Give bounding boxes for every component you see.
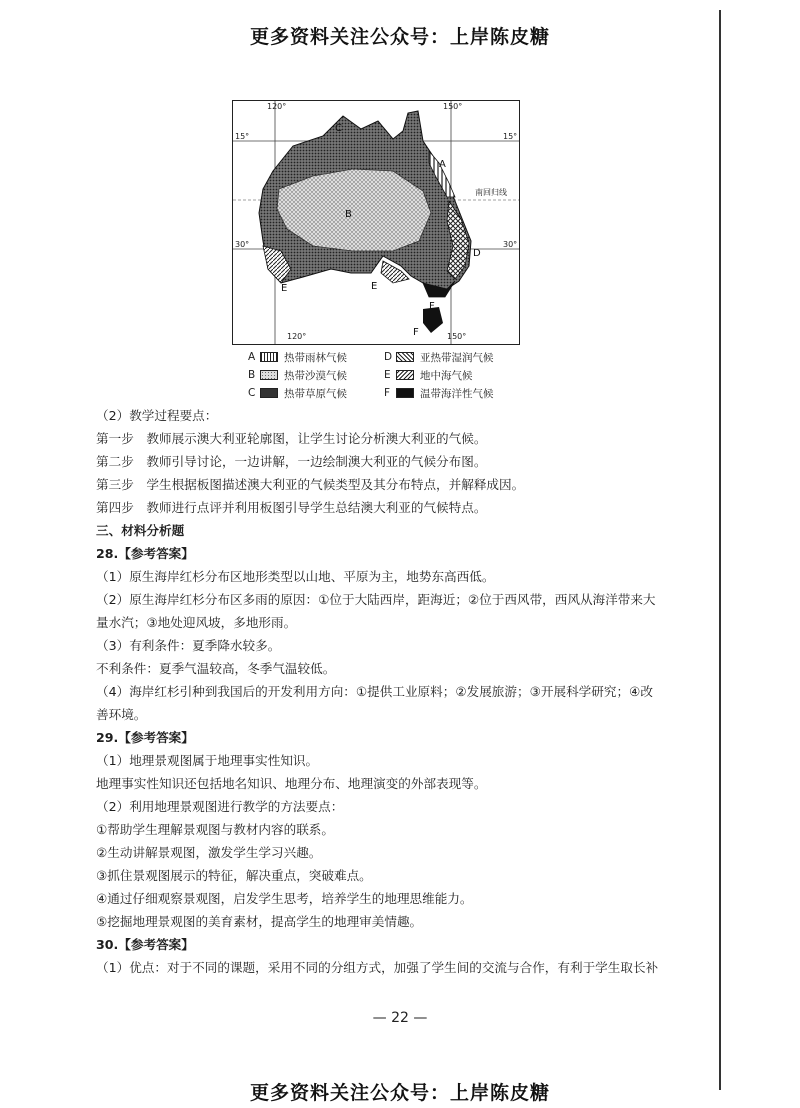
australia-climate-map — [232, 100, 520, 345]
legend-label: 温带海洋性气候 — [420, 387, 494, 400]
legend-letter: C — [248, 387, 256, 399]
lat-right-15: 15° — [503, 132, 518, 141]
section-heading: 三、材料分析题 — [96, 523, 185, 538]
label-d: D — [473, 248, 481, 259]
legend-letter: E — [384, 369, 391, 381]
text-line: 第二步 教师引导讨论，一边讲解，一边绘制澳大利亚的气候分布图。 — [96, 454, 487, 469]
legend-item-a — [248, 350, 384, 365]
label-b: B — [345, 209, 352, 220]
swatch-desert — [260, 370, 278, 380]
scan-edge-line — [719, 10, 721, 1090]
legend-letter: F — [384, 387, 391, 399]
text-line: （1）优点：对于不同的课题，采用不同的分组方式，加强了学生间的交流与合作，有利于学生取长补 — [96, 960, 659, 975]
legend-item-c — [248, 386, 384, 401]
legend-item-f — [384, 386, 520, 401]
legend-letter: A — [248, 351, 256, 363]
legend-row — [248, 366, 528, 384]
swatch-subtropical — [396, 352, 414, 362]
text-line: 不利条件：夏季气温较高，冬季气温较低。 — [96, 661, 336, 676]
label-e-sw: E — [281, 283, 288, 294]
text-line: （2）原生海岸红杉分布区多雨的原因：①位于大陆西岸，距海近；②位于西风带，西风从海洋带来大 — [96, 592, 656, 607]
text-line: （1）地理景观图属于地理事实性知识。 — [96, 753, 319, 768]
legend-letter: B — [248, 369, 256, 381]
legend-row — [248, 348, 528, 366]
page-number: — 22 — — [372, 1010, 428, 1026]
text-line: （3）有利条件：夏季降水较多。 — [96, 638, 281, 653]
label-c: C — [335, 123, 342, 134]
swatch-savanna — [260, 388, 278, 398]
legend-label: 亚热带湿润气候 — [420, 351, 494, 364]
lon-bottom-120: 120° — [287, 332, 307, 341]
tropic-label: 南回归线 — [475, 188, 507, 197]
legend-label: 热带雨林气候 — [284, 351, 347, 364]
text-line: （2）教学过程要点： — [96, 408, 218, 423]
map-legend — [248, 348, 528, 402]
lon-top-150: 150° — [443, 102, 463, 111]
watermark-header: 更多资料关注公众号：上岸陈皮糖 — [249, 26, 550, 48]
map-svg — [233, 101, 519, 344]
legend-row — [248, 384, 528, 402]
text-line: 善环境。 — [96, 707, 147, 722]
lat-right-30: 30° — [503, 240, 518, 249]
text-line: ②生动讲解景观图，激发学生学习兴趣。 — [96, 845, 322, 860]
lat-left-15: 15° — [235, 132, 250, 141]
question-heading: 30.【参考答案】 — [96, 937, 194, 952]
text-line: 量水汽；③地处迎风坡，多地形雨。 — [96, 615, 297, 630]
legend-label: 热带沙漠气候 — [284, 369, 347, 382]
legend-label: 热带草原气候 — [284, 387, 347, 400]
lon-bottom-150: 150° — [447, 332, 467, 341]
text-line: 地理事实性知识还包括地名知识、地理分布、地理演变的外部表现等。 — [96, 776, 487, 791]
swatch-rainforest — [260, 352, 278, 362]
legend-letter: D — [384, 351, 393, 363]
question-heading: 29.【参考答案】 — [96, 730, 194, 745]
text-line: ④通过仔细观察景观图，启发学生思考，培养学生的地理思维能力。 — [96, 891, 473, 906]
label-a: A — [439, 159, 446, 170]
question-heading: 28.【参考答案】 — [96, 546, 194, 561]
text-line: 第四步 教师进行点评并利用板图引导学生总结澳大利亚的气候特点。 — [96, 500, 487, 515]
legend-item-b — [248, 368, 384, 383]
text-line: ①帮助学生理解景观图与教材内容的联系。 — [96, 822, 334, 837]
text-line: （1）原生海岸红杉分布区地形类型以山地、平原为主，地势东高西低。 — [96, 569, 495, 584]
text-line: ③抓住景观图展示的特征，解决重点，突破难点。 — [96, 868, 372, 883]
legend-label: 地中海气候 — [420, 369, 473, 382]
lat-left-30: 30° — [235, 240, 250, 249]
label-f-tas: F — [413, 327, 419, 338]
label-e-s: E — [371, 281, 378, 292]
label-f-se: F — [429, 301, 435, 312]
watermark-footer: 更多资料关注公众号：上岸陈皮糖 — [249, 1082, 550, 1104]
swatch-mediterranean — [396, 370, 414, 380]
legend-item-d — [384, 350, 520, 365]
text-line: ⑤挖掘地理景观图的美育素材，提高学生的地理审美情趣。 — [96, 914, 423, 929]
text-line: （2）利用地理景观图进行教学的方法要点： — [96, 799, 344, 814]
text-line: （4）海岸红杉引种到我国后的开发利用方向：①提供工业原料；②发展旅游；③开展科学研究；④改 — [96, 684, 653, 699]
lon-top-120: 120° — [267, 102, 287, 111]
text-line: 第三步 学生根据板图描述澳大利亚的气候类型及其分布特点，并解释成因。 — [96, 477, 525, 492]
text-line: 第一步 教师展示澳大利亚轮廓图，让学生讨论分析澳大利亚的气候。 — [96, 431, 487, 446]
answer-text — [96, 404, 686, 979]
legend-item-e — [384, 368, 520, 383]
swatch-temperate — [396, 388, 414, 398]
